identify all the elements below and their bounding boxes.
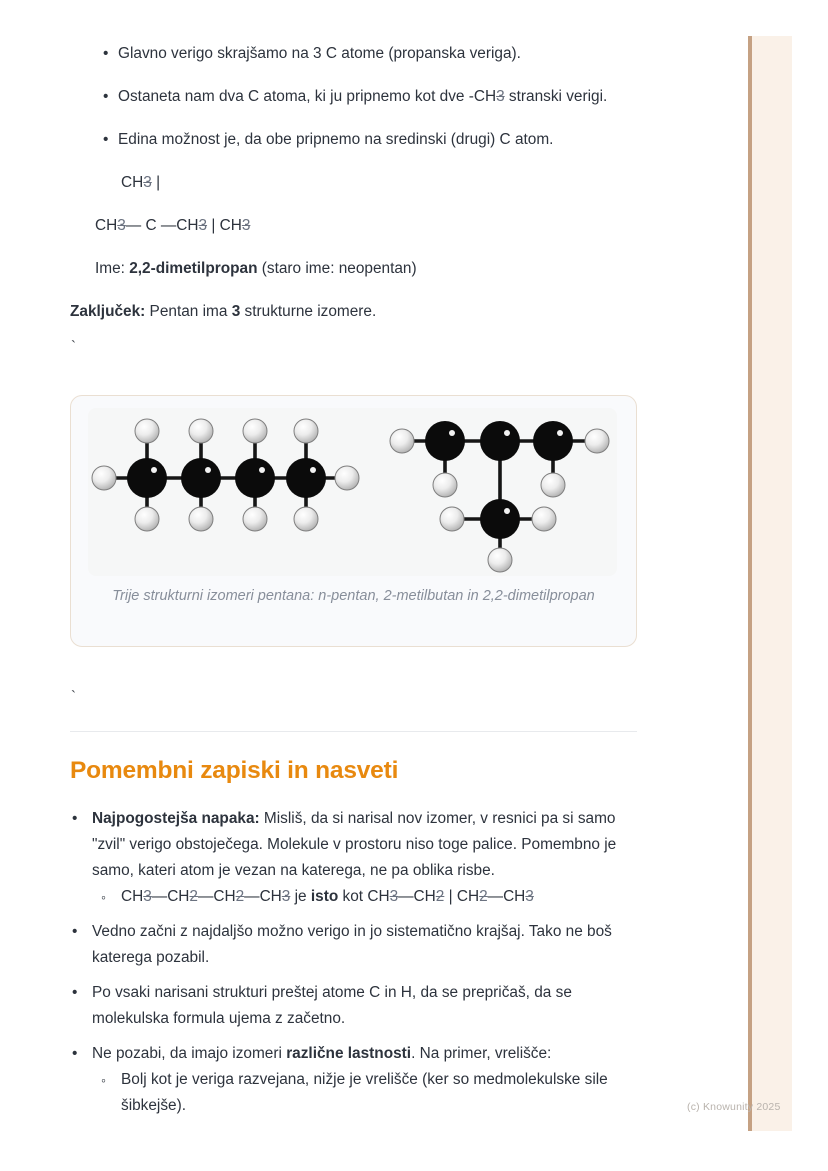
hydrogen-atom	[390, 429, 414, 453]
section-heading: Pomembni zapiski in nasveti	[70, 757, 399, 784]
stray-backtick: `	[71, 338, 76, 355]
hydrogen-atom	[92, 466, 116, 490]
hydrogen-atom	[433, 473, 457, 497]
figure-card	[70, 395, 637, 647]
sub-list	[92, 884, 637, 910]
hydrogen-atom	[243, 507, 267, 531]
hydrogen-atom	[541, 473, 565, 497]
carbon-atom	[181, 458, 221, 498]
list-item-text: Ne pozabi, da imajo izomeri različne lastnosti. Na primer, vrelišče:	[92, 1045, 552, 1062]
page-edge-stripe	[748, 36, 792, 1131]
conclusion-line: Zaključek: Pentan ima 3 strukturne izomere.	[70, 303, 377, 320]
specular-highlight	[259, 467, 265, 473]
list-item	[70, 806, 637, 910]
list-item: • Vedno začni z najdaljšo možno verigo in jo sistematično krajšaj. Tako ne boš katerega pozabil.	[70, 919, 637, 971]
carbon-atom	[480, 499, 520, 539]
section-divider	[70, 731, 637, 732]
intro-bullet-list	[70, 40, 637, 153]
figure-caption: Trije strukturni izomeri pentana: n-pentan, 2-metilbutan in 2,2-dimetilpropan	[112, 588, 595, 604]
copyright-footer: (c) Knowunity 2025	[687, 1101, 781, 1113]
hydrogen-atom	[294, 507, 318, 531]
specular-highlight	[205, 467, 211, 473]
hydrogen-atom	[532, 507, 556, 531]
specular-highlight	[557, 430, 563, 436]
notes-bullet-list	[70, 806, 637, 1119]
hydrogen-atom	[440, 507, 464, 531]
specular-highlight	[310, 467, 316, 473]
document-content	[70, 40, 637, 1128]
carbon-atom	[235, 458, 275, 498]
list-item: • Ostaneta nam dva C atoma, ki ju pripnemo kot dve -CH3 stranski verigi.	[70, 83, 637, 110]
list-item: • Glavno verigo skrajšamo na 3 C atome (propanska veriga).	[70, 40, 637, 67]
hydrogen-atom	[294, 419, 318, 443]
hydrogen-atom	[189, 507, 213, 531]
sub-list	[92, 1067, 637, 1119]
hydrogen-atom	[135, 419, 159, 443]
carbon-atom	[533, 421, 573, 461]
specular-highlight	[449, 430, 455, 436]
formula-line-main: CH3— C —CH3 | CH3	[95, 217, 251, 234]
formula-line-ch3-top: CH3 |	[121, 174, 161, 191]
hydrogen-atom	[585, 429, 609, 453]
molecule-image	[88, 408, 617, 576]
carbon-atom	[425, 421, 465, 461]
carbon-atom	[286, 458, 326, 498]
hydrogen-atom	[189, 419, 213, 443]
molecule-figure-svg	[88, 408, 617, 576]
list-item: • Edina možnost je, da obe pripnemo na sredinski (drugi) C atom.	[70, 126, 637, 153]
specular-highlight	[504, 430, 510, 436]
isomer-name-line: Ime: 2,2-dimetilpropan (staro ime: neopentan)	[95, 260, 417, 277]
hydrogen-atom	[488, 548, 512, 572]
specular-highlight	[504, 508, 510, 514]
sub-list-item: ◦ Bolj kot je veriga razvejana, nižje je vrelišče (ker so medmolekulske sile šibkejše).	[92, 1067, 637, 1119]
hydrogen-atom	[135, 507, 159, 531]
carbon-atom	[480, 421, 520, 461]
carbon-atom	[127, 458, 167, 498]
hydrogen-atom	[243, 419, 267, 443]
sub-list-item: ◦ CH3—CH2—CH2—CH3 je isto kot CH3—CH2 | CH2—CH3	[92, 884, 637, 910]
stray-backtick: `	[71, 688, 76, 705]
list-item-text: Najpogostejša napaka: Misliš, da si narisal nov izomer, v resnici pa si samo "zvil" verigo obstoječega. Molekule v prostoru niso toge palice. Pomembno je samo, kateri atom je vezan na katerega, ne pa oblika risbe.	[92, 810, 617, 879]
list-item: • Po vsaki narisani strukturi preštej atome C in H, da se prepričaš, da se molekulska formula ujema z začetno.	[70, 980, 637, 1032]
specular-highlight	[151, 467, 157, 473]
hydrogen-atom	[335, 466, 359, 490]
list-item	[70, 1041, 637, 1119]
